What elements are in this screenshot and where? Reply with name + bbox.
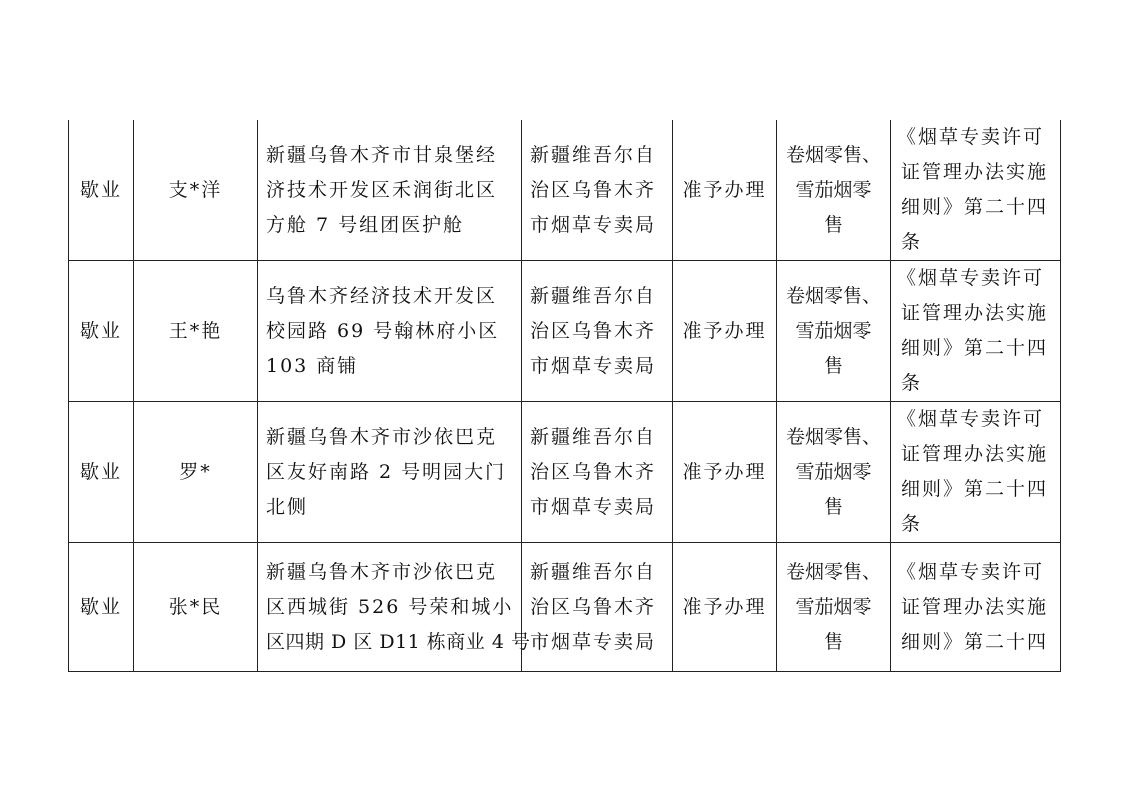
authority-line: 治区乌鲁木齐: [530, 595, 657, 618]
scope-cell: [777, 402, 891, 543]
authority-cell: [522, 261, 673, 402]
basis-line: 细则》第二十四: [901, 196, 1049, 218]
authority-line: 市烟草专卖局: [530, 630, 657, 653]
scope-line: 售: [823, 354, 843, 377]
basis-line: 《烟草专卖许可: [897, 408, 1045, 430]
basis-cell: [891, 543, 1061, 672]
name-cell: 支*洋: [134, 120, 258, 261]
table-row: [69, 120, 1061, 261]
basis-line: 《烟草专卖许可: [897, 267, 1045, 289]
basis-line: 《烟草专卖许可: [897, 560, 1045, 583]
scope-line: 售: [823, 495, 843, 518]
scope-line: 卷烟零售、: [785, 425, 881, 448]
decision-cell: 准予办理: [673, 402, 777, 543]
authority-cell: [522, 402, 673, 543]
scope-line: 雪茄烟零: [795, 595, 872, 618]
authority-line: 新疆维吾尔自: [530, 560, 657, 583]
table-row: [69, 261, 1061, 402]
basis-cell: [891, 120, 1061, 261]
category-cell: 歇业: [69, 543, 134, 672]
basis-line: 条: [901, 231, 923, 253]
scope-line: 卷烟零售、: [785, 284, 881, 307]
category-cell: 歇业: [69, 120, 134, 261]
scope-cell: [777, 261, 891, 402]
name-cell: 张*民: [134, 543, 258, 672]
authority-line: 治区乌鲁木齐: [530, 460, 657, 483]
basis-line: 细则》第二十四: [901, 478, 1049, 500]
basis-line: 细则》第二十四: [901, 630, 1049, 653]
basis-line: 证管理办法实施: [901, 302, 1049, 324]
authority-line: 新疆维吾尔自: [530, 143, 657, 166]
address-line: 校园路 69 号翰林府小区: [266, 319, 500, 342]
authority-cell: [522, 120, 673, 261]
scope-line: 售: [823, 630, 843, 653]
category-cell: 歇业: [69, 402, 134, 543]
basis-line: 证管理办法实施: [901, 595, 1049, 618]
authority-line: 治区乌鲁木齐: [530, 178, 657, 201]
basis-line: 证管理办法实施: [901, 161, 1049, 183]
table-row: [69, 543, 1061, 672]
address-line: 区西城街 526 号荣和城小: [266, 595, 514, 618]
scope-cell: [777, 543, 891, 672]
scope-line: 雪茄烟零: [795, 460, 872, 483]
basis-cell: [891, 261, 1061, 402]
authority-cell: [522, 543, 673, 672]
address-line: 北侧: [266, 495, 309, 518]
basis-line: 《烟草专卖许可: [897, 126, 1045, 148]
address-line: 乌鲁木齐经济技术开发区: [266, 284, 498, 307]
basis-line: 条: [901, 513, 923, 535]
license-table: [68, 120, 1061, 672]
basis-line: 细则》第二十四: [901, 337, 1049, 359]
basis-line: 证管理办法实施: [901, 443, 1049, 465]
scope-line: 卷烟零售、: [785, 143, 881, 166]
scope-line: 雪茄烟零: [795, 178, 872, 201]
basis-line: 条: [901, 372, 923, 394]
address-line: 济技术开发区禾润街北区: [266, 178, 498, 201]
scope-line: 雪茄烟零: [795, 319, 872, 342]
decision-cell: 准予办理: [673, 543, 777, 672]
scope-line: 卷烟零售、: [785, 560, 881, 583]
address-cell: [258, 261, 522, 402]
name-cell: 罗*: [134, 402, 258, 543]
basis-cell: [891, 402, 1061, 543]
authority-line: 市烟草专卖局: [530, 213, 657, 236]
address-cell: [258, 402, 522, 543]
address-cell: [258, 120, 522, 261]
authority-line: 市烟草专卖局: [530, 495, 657, 518]
address-line: 新疆乌鲁木齐市甘泉堡经: [266, 143, 498, 166]
address-cell: [258, 543, 531, 672]
address-line: 新疆乌鲁木齐市沙依巴克: [266, 560, 498, 583]
decision-cell: 准予办理: [673, 261, 777, 402]
address-line: 区友好南路 2 号明园大门: [266, 460, 507, 483]
address-line: 区四期 D 区 D11 栋商业 4 号: [266, 630, 531, 653]
authority-line: 治区乌鲁木齐: [530, 319, 657, 342]
address-line: 方舱 7 号组团医护舱: [266, 213, 465, 236]
category-cell: 歇业: [69, 261, 134, 402]
scope-cell: [777, 120, 891, 261]
authority-line: 市烟草专卖局: [530, 354, 657, 377]
address-line: 新疆乌鲁木齐市沙依巴克: [266, 425, 498, 448]
name-cell: 王*艳: [134, 261, 258, 402]
decision-cell: 准予办理: [673, 120, 777, 261]
table-row: [69, 402, 1061, 543]
address-line: 103 商铺: [266, 354, 359, 377]
scope-line: 售: [823, 213, 843, 236]
authority-line: 新疆维吾尔自: [530, 284, 657, 307]
authority-line: 新疆维吾尔自: [530, 425, 657, 448]
